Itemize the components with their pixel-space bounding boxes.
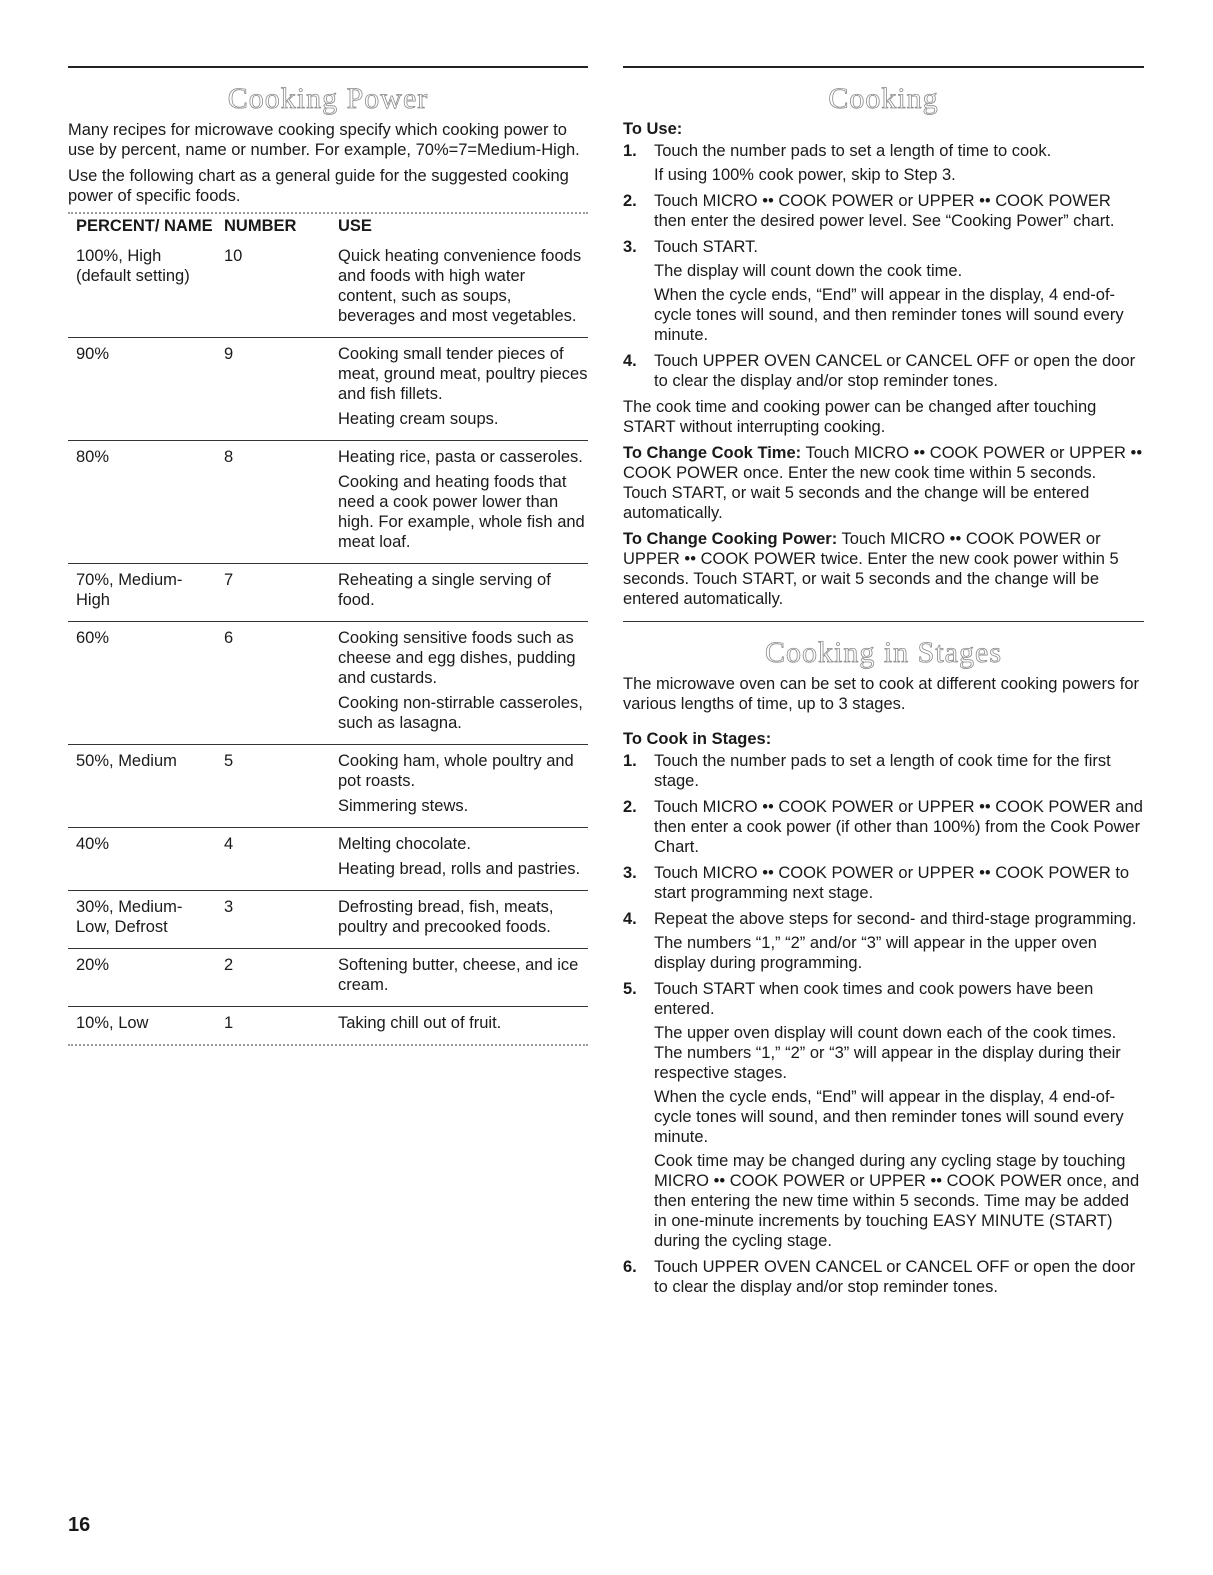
table-row xyxy=(68,441,588,564)
use-text: Cooking non-stirrable casseroles, such as lasagna. xyxy=(338,694,583,732)
top-rule xyxy=(623,66,1144,68)
use-cell xyxy=(330,240,588,338)
use-cell xyxy=(330,622,588,745)
step-item xyxy=(623,751,1144,791)
header-use: USE xyxy=(338,217,372,235)
change-cook-time-text: Touch MICRO •• COOK POWER or UPPER •• COOK POWER once. Enter the new cook time within 5 seconds. Touch START, or wait 5 seconds and the change will be entered automatically. xyxy=(623,444,1143,522)
use-cell xyxy=(330,1007,588,1045)
intro-paragraph: Many recipes for microwave cooking specify which cooking power to use by percent, name or number. For example, 70%=7=Medium-High. xyxy=(68,121,580,159)
section-heading-cooking-in-stages: Cooking in Stages xyxy=(764,636,1002,669)
step-text: Touch START. xyxy=(654,238,758,256)
step-item xyxy=(623,1257,1144,1297)
use-cell xyxy=(330,745,588,828)
percent-name-cell: 70%, Medium-High xyxy=(68,564,216,622)
use-text: Cooking sensitive foods such as cheese and egg dishes, pudding and custards. xyxy=(338,629,576,687)
table-bottom-divider xyxy=(68,1044,588,1046)
intro-paragraph-2: Use the following chart as a general guide for the suggested cooking power of specific foods. xyxy=(68,167,569,205)
section-divider xyxy=(623,621,1144,622)
number-cell: 9 xyxy=(216,338,330,441)
step-note: The numbers “1,” “2” and/or “3” will appear in the upper oven display during programming. xyxy=(654,934,1097,972)
use-text: Heating bread, rolls and pastries. xyxy=(338,860,581,878)
step-item xyxy=(623,237,1144,345)
number-cell: 4 xyxy=(216,828,330,891)
cook-in-stages-steps xyxy=(623,751,1144,1297)
table-row xyxy=(68,1007,588,1045)
step-number: 1. xyxy=(623,142,637,160)
table-body xyxy=(68,240,588,1044)
step-note: The display will count down the cook time. xyxy=(654,262,963,280)
change-cook-power xyxy=(623,529,1144,609)
step-note: When the cycle ends, “End” will appear in the display, 4 end-of-cycle tones will sound, and then reminder tones will sound every minute. xyxy=(654,1088,1124,1146)
use-text: Softening butter, cheese, and ice cream. xyxy=(338,956,579,994)
table-header-row xyxy=(68,214,588,240)
change-cook-power-lead: To Change Cooking Power: xyxy=(623,530,838,548)
cooking-power-table xyxy=(68,214,588,1044)
step-number: 4. xyxy=(623,910,637,928)
use-text: Cooking and heating foods that need a cook power lower than high. For example, whole fish and meat loaf. xyxy=(338,473,585,551)
to-use-steps xyxy=(623,141,1144,391)
step-number: 1. xyxy=(623,752,637,770)
step-item xyxy=(623,351,1144,391)
header-number: NUMBER xyxy=(224,217,297,235)
step-number: 3. xyxy=(623,864,637,882)
use-cell xyxy=(330,338,588,441)
use-cell xyxy=(330,441,588,564)
table-row xyxy=(68,891,588,949)
to-use-subheading: To Use: xyxy=(623,120,683,138)
table-row xyxy=(68,828,588,891)
step-text: Touch START when cook times and cook powers have been entered. xyxy=(654,980,1094,1018)
step-number: 2. xyxy=(623,192,637,210)
step-item xyxy=(623,797,1144,857)
left-column xyxy=(68,66,588,1046)
step-item xyxy=(623,191,1144,231)
table-row xyxy=(68,564,588,622)
percent-name-cell: 40% xyxy=(68,828,216,891)
use-text: Cooking small tender pieces of meat, ground meat, poultry pieces and fish fillets. xyxy=(338,345,588,403)
step-note: Cook time may be changed during any cycling stage by touching MICRO •• COOK POWER or UPPER •• COOK POWER once, and then entering the new time within 5 seconds. Time may be added in one-minute increments by touching EASY MINUTE (START) during the cycling stage. xyxy=(654,1152,1140,1250)
use-text: Heating rice, pasta or casseroles. xyxy=(338,448,583,466)
step-text: Touch the number pads to set a length of time to cook. xyxy=(654,142,1052,160)
percent-name-cell: 20% xyxy=(68,949,216,1007)
number-cell: 7 xyxy=(216,564,330,622)
table-row xyxy=(68,240,588,338)
percent-name-cell: 50%, Medium xyxy=(68,745,216,828)
number-cell: 5 xyxy=(216,745,330,828)
step-text: Touch MICRO •• COOK POWER or UPPER •• COOK POWER then enter the desired power level. See “Cooking Power” chart. xyxy=(654,192,1115,230)
change-cook-power-text: Touch MICRO •• COOK POWER or UPPER •• COOK POWER twice. Enter the new cook power within 5 seconds. Touch START, or wait 5 seconds and the change will be entered automatically. xyxy=(623,530,1119,608)
number-cell: 10 xyxy=(216,240,330,338)
section-heading-cooking-power: Cooking Power xyxy=(227,82,429,115)
table-row xyxy=(68,622,588,745)
page-number: 16 xyxy=(68,1514,91,1536)
percent-name-cell: 30%, Medium-Low, Defrost xyxy=(68,891,216,949)
top-rule xyxy=(68,66,588,68)
percent-name-cell: 100%, High (default setting) xyxy=(68,240,216,338)
change-cook-time-lead: To Change Cook Time: xyxy=(623,444,802,462)
number-cell: 1 xyxy=(224,1014,234,1032)
step-item xyxy=(623,863,1144,903)
percent-name-cell: 90% xyxy=(68,338,216,441)
use-cell xyxy=(330,949,588,1007)
cook-in-stages-subheading: To Cook in Stages: xyxy=(623,730,772,748)
section-heading-cooking: Cooking xyxy=(828,82,939,115)
header-percent-name: PERCENT/ NAME xyxy=(76,217,213,235)
use-text: Heating cream soups. xyxy=(338,410,499,428)
number-cell: 8 xyxy=(216,441,330,564)
use-text: Defrosting bread, fish, meats, poultry and precooked foods. xyxy=(338,898,554,936)
use-cell xyxy=(330,828,588,891)
step-text: Touch MICRO •• COOK POWER or UPPER •• COOK POWER and then enter a cook power (if other than 100%) from the Cook Power Chart. xyxy=(654,798,1143,856)
percent-name-cell: 80% xyxy=(68,441,216,564)
change-cook-time xyxy=(623,443,1144,523)
use-text: Taking chill out of fruit. xyxy=(338,1014,502,1032)
step-note: The upper oven display will count down each of the cook times. The numbers “1,” “2” or “3” will appear in the display during their respective stages. xyxy=(654,1024,1121,1082)
step-number: 2. xyxy=(623,798,637,816)
percent-name-cell: 60% xyxy=(68,622,216,745)
change-note: The cook time and cooking power can be changed after touching START without interrupting cooking. xyxy=(623,398,1097,436)
use-text: Quick heating convenience foods and foods with high water content, such as soups, beverages and most vegetables. xyxy=(338,247,582,325)
table-row xyxy=(68,745,588,828)
table-row xyxy=(68,338,588,441)
stages-intro: The microwave oven can be set to cook at different cooking powers for various lengths of time, up to 3 stages. xyxy=(623,675,1140,713)
use-cell xyxy=(330,564,588,622)
step-note: When the cycle ends, “End” will appear in the display, 4 end-of-cycle tones will sound, and then reminder tones will sound every minute. xyxy=(654,286,1124,344)
step-number: 5. xyxy=(623,980,637,998)
step-number: 4. xyxy=(623,352,637,370)
step-number: 6. xyxy=(623,1258,637,1276)
step-note: If using 100% cook power, skip to Step 3. xyxy=(654,166,956,184)
table-row xyxy=(68,949,588,1007)
step-text: Touch UPPER OVEN CANCEL or CANCEL OFF or open the door to clear the display and/or stop reminder tones. xyxy=(654,1258,1136,1296)
use-text: Simmering stews. xyxy=(338,797,469,815)
step-text: Touch the number pads to set a length of cook time for the first stage. xyxy=(654,752,1111,790)
step-text: Touch UPPER OVEN CANCEL or CANCEL OFF or open the door to clear the display and/or stop reminder tones. xyxy=(654,352,1136,390)
number-cell: 6 xyxy=(216,622,330,745)
step-item xyxy=(623,979,1144,1251)
use-text: Cooking ham, whole poultry and pot roasts. xyxy=(338,752,574,790)
number-cell: 2 xyxy=(216,949,330,1007)
use-text: Melting chocolate. xyxy=(338,835,471,853)
step-text: Repeat the above steps for second- and third-stage programming. xyxy=(654,910,1137,928)
use-cell xyxy=(330,891,588,949)
step-item xyxy=(623,909,1144,973)
right-column xyxy=(623,66,1144,1303)
use-text: Reheating a single serving of food. xyxy=(338,571,551,609)
step-item xyxy=(623,141,1144,185)
step-text: Touch MICRO •• COOK POWER or UPPER •• COOK POWER to start programming next stage. xyxy=(654,864,1130,902)
number-cell: 3 xyxy=(216,891,330,949)
step-number: 3. xyxy=(623,238,637,256)
percent-name-cell: 10%, Low xyxy=(76,1014,149,1032)
